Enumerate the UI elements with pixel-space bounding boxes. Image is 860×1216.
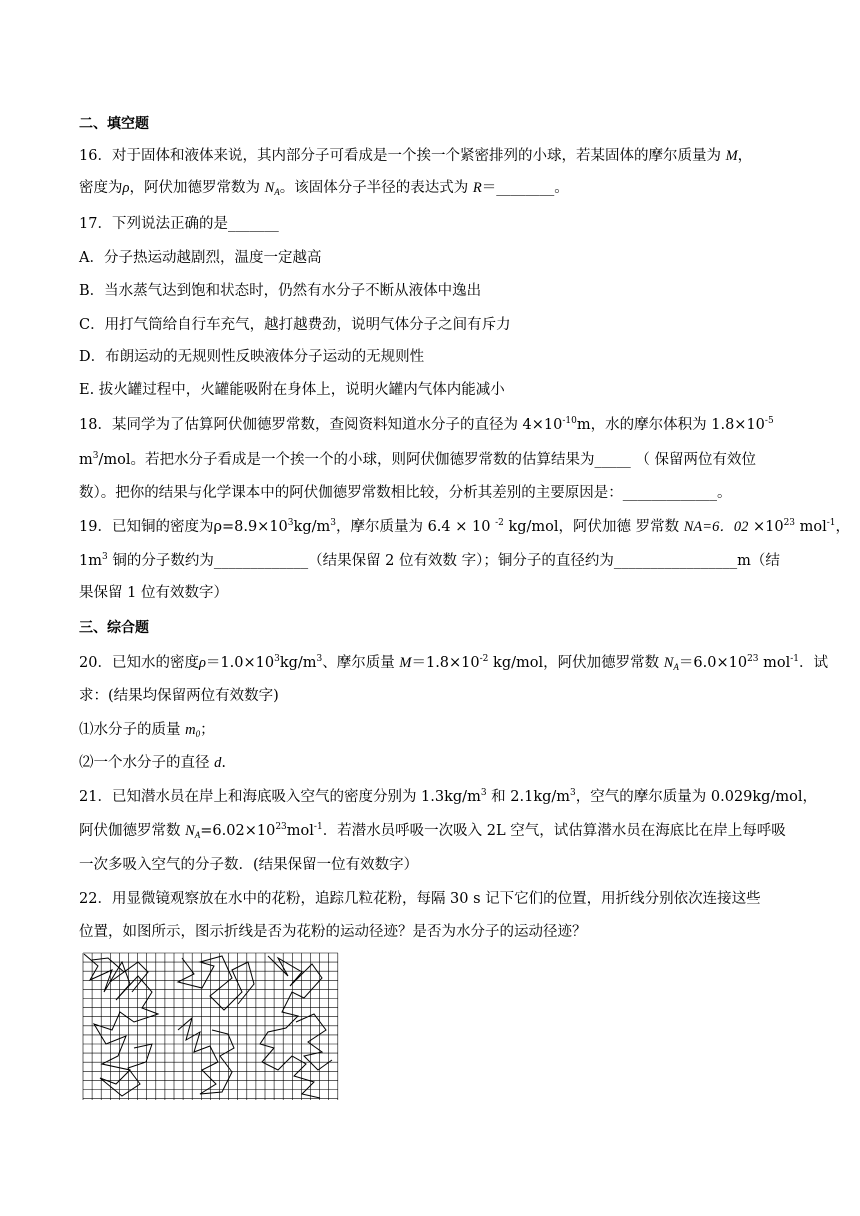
q17-stem: 17．下列说法正确的是_______	[79, 216, 279, 232]
q19-line1: 19．已知铜的密度为$\rho=8.9\times 10^3kg/m^3$，摩尔质量为 6.4 × 10 $^{-2}$ kg/mol，阿伏加德 罗常数 NA=6．$02 \times 10^{23}$ mol$^{-1}$，	[79, 518, 851, 535]
q22-line2: 位置，如图所示，图示折线是否为花粉的运动径迹？是否为水分子的运动径迹？	[79, 924, 587, 940]
particle-path-2	[178, 956, 254, 1010]
q16-line2: 密度为ρ，阿伏加德罗常数为 $N_A$。该固体分子半径的表达式为 R＝________。	[79, 180, 569, 197]
q20-part1: ⑴水分子的质量 $m_0$；	[79, 722, 215, 739]
particle-path-3	[260, 956, 322, 1098]
q21-line2: 阿伏伽德罗常数 $N_A=6.02\times 10^{23}mol^{-1}$．若潜水员呼吸一次吸入 2L 空气，试估算潜水员在海底比在岸上每呼吸	[79, 822, 786, 840]
q22-line1: 22．用显微镜观察放在水中的花粉，追踪几粒花粉，每隔 30 s 记下它们的位置，用折线分别依次连接这些	[79, 891, 761, 907]
q17-option-a: A．分子热运动越剧烈，温度一定越高	[79, 250, 322, 266]
q21-line1: 21．已知潜水员在岸上和海底吸入空气的密度分别为 $1.3kg/m^3$ 和 $2.1kg/m^3$，空气的摩尔质量为 0.029kg/mol，	[79, 788, 817, 805]
q18-line2: $m^3$/mol。若把水分子看成是一个挨一个的小球，则阿伏伽德罗常数的估算结果为_____ （ 保留两位有效位	[79, 451, 756, 468]
q19-line3: 果保留 1 位有效数字）	[79, 585, 228, 601]
q18-line3: 数）。把你的结果与化学课本中的阿伏伽德罗常数相比较，分析其差别的主要原因是：_____________。	[79, 485, 732, 501]
q20-part2: ⑵一个水分子的直径 d.	[79, 755, 226, 771]
particle-path-2b	[178, 1018, 234, 1094]
q18-line1: 18．某同学为了估算阿伏伽德罗常数，查阅资料知道水分子的直径为 $4\times 10^{-10}m$，水的摩尔体积为 $1.8\times 10^{-5}$	[79, 416, 774, 433]
q17-option-b: B．当水蒸气达到饱和状态时，仍然有水分子不断从液体中逸出	[79, 283, 482, 299]
q17-option-e: E. 拔火罐过程中，火罐能吸附在身体上，说明火罐内气体内能减小	[79, 382, 505, 398]
q16-line1: 16．对于固体和液体来说，其内部分子可看成是一个挨一个紧密排列的小球，若某固体的摩尔质量为 M，	[79, 148, 753, 164]
q20-line2: 求：(结果均保留两位有效数字)	[79, 688, 279, 704]
q17-option-c: C．用打气筒给自行车充气，越打越费劲，说明气体分子之间有斥力	[79, 317, 511, 333]
q21-line3: 一次多吸入空气的分子数．(结果保留一位有效数字）	[79, 857, 419, 873]
section-heading-comprehensive: 三、综合题	[79, 620, 149, 636]
q17-option-d: D．布朗运动的无规则性反映液体分子运动的无规则性	[79, 349, 425, 365]
section-heading-fill: 二、填空题	[79, 116, 149, 132]
q20-line1: 20．已知水的密度$\rho=1.0\times 10^3kg/m^3$、摩尔质量 $M=1.8\times 10^{-2}$ kg/mol，阿伏加德罗常数 $N_A=6.0\times 10^{23}$ mol$^{-1}$．试	[79, 654, 829, 672]
q19-line2: $1m^3$ 铜的分子数约为_____________（结果保留 2 位有效数 字）；铜分子的直径约为_________________m（结	[79, 552, 780, 569]
brownian-motion-figure	[82, 952, 340, 1102]
